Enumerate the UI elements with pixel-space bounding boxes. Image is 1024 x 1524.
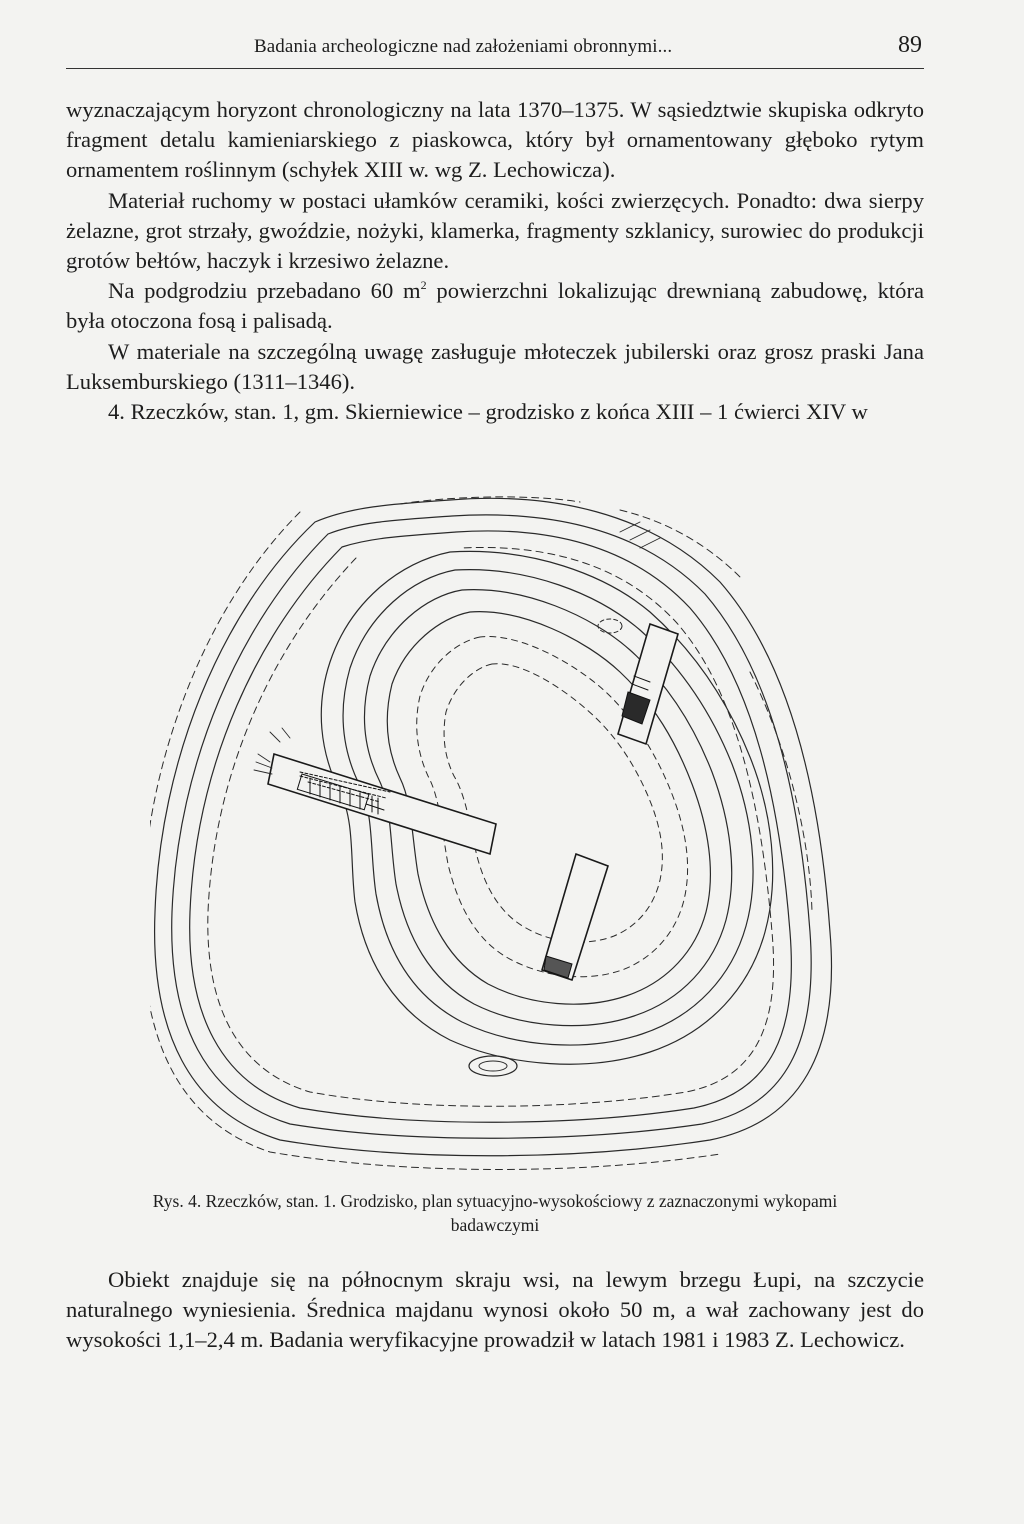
paragraph: Obiekt znajduje się na północnym skraju wsi, na lewym brzegu Łupi, na szczycie naturalnego wyniesienia. Średnica majdanu wynosi około 50 m, a wał zachowany jest do wysokości 1,1–2,4 m. Badania weryfikacyjne prowadził w latach 1981 i 1983 Z. Lechowicz. bbox=[66, 1267, 924, 1353]
trench-northeast bbox=[618, 624, 678, 744]
paragraph bbox=[66, 276, 924, 336]
text-run: Na podgrodziu przebadano 60 m bbox=[108, 278, 421, 304]
slope-hachures bbox=[254, 522, 660, 774]
caption-line: badawczymi bbox=[450, 1215, 540, 1235]
depression-oval bbox=[598, 619, 622, 633]
page-header bbox=[66, 34, 924, 69]
paragraph: W materiale na szczególną uwagę zasługuje młoteczek jubilerski oraz grosz praski Jana Luksemburskiego (1311–1346). bbox=[66, 338, 924, 394]
body-text-bottom bbox=[66, 1265, 924, 1356]
caption-line: Rys. 4. Rzeczków, stan. 1. Grodzisko, plan sytuacyjno-wysokościowy z zaznaczonymi wykopami bbox=[152, 1191, 838, 1211]
running-title: Badania archeologiczne nad założeniami obronnymi... bbox=[254, 36, 673, 57]
superscript: 2 bbox=[420, 278, 427, 293]
paragraph: 4. Rzeczków, stan. 1, gm. Skierniewice – grodzisko z końca XIII – 1 ćwierci XIV w bbox=[108, 399, 868, 425]
depression-oval bbox=[469, 1056, 517, 1076]
site-contour-plan bbox=[150, 492, 840, 1172]
body-text-top bbox=[66, 95, 924, 427]
paragraph: Materiał ruchomy w postaci ułamków ceramiki, kości zwierzęcych. Ponadto: dwa sierpy żelazne, grot strzały, gwoździe, nożyki, klamerka, fragmenty szklanicy, surowiec do produkcji grotów bełtów, haczyk i krzesiwo żelazne. bbox=[66, 187, 924, 274]
excavation-trenches bbox=[268, 624, 678, 980]
page-number: 89 bbox=[898, 32, 922, 58]
trench-west bbox=[268, 754, 496, 854]
paragraph: wyznaczającym horyzont chronologiczny na lata 1370–1375. W sąsiedztwie skupiska odkryto fragment detalu kamieniarskiego z piaskowca, który był ornamentowany głęboko rytym ornamentem roślinnym (schyłek XIII w. wg Z. Lechowicza). bbox=[66, 97, 924, 183]
depression-oval bbox=[479, 1061, 507, 1071]
text-run: powierzchni lokalizując drewnianą zabudowę, która była otoczona fosą i palisadą. bbox=[66, 278, 924, 334]
figure-caption bbox=[66, 1189, 924, 1237]
